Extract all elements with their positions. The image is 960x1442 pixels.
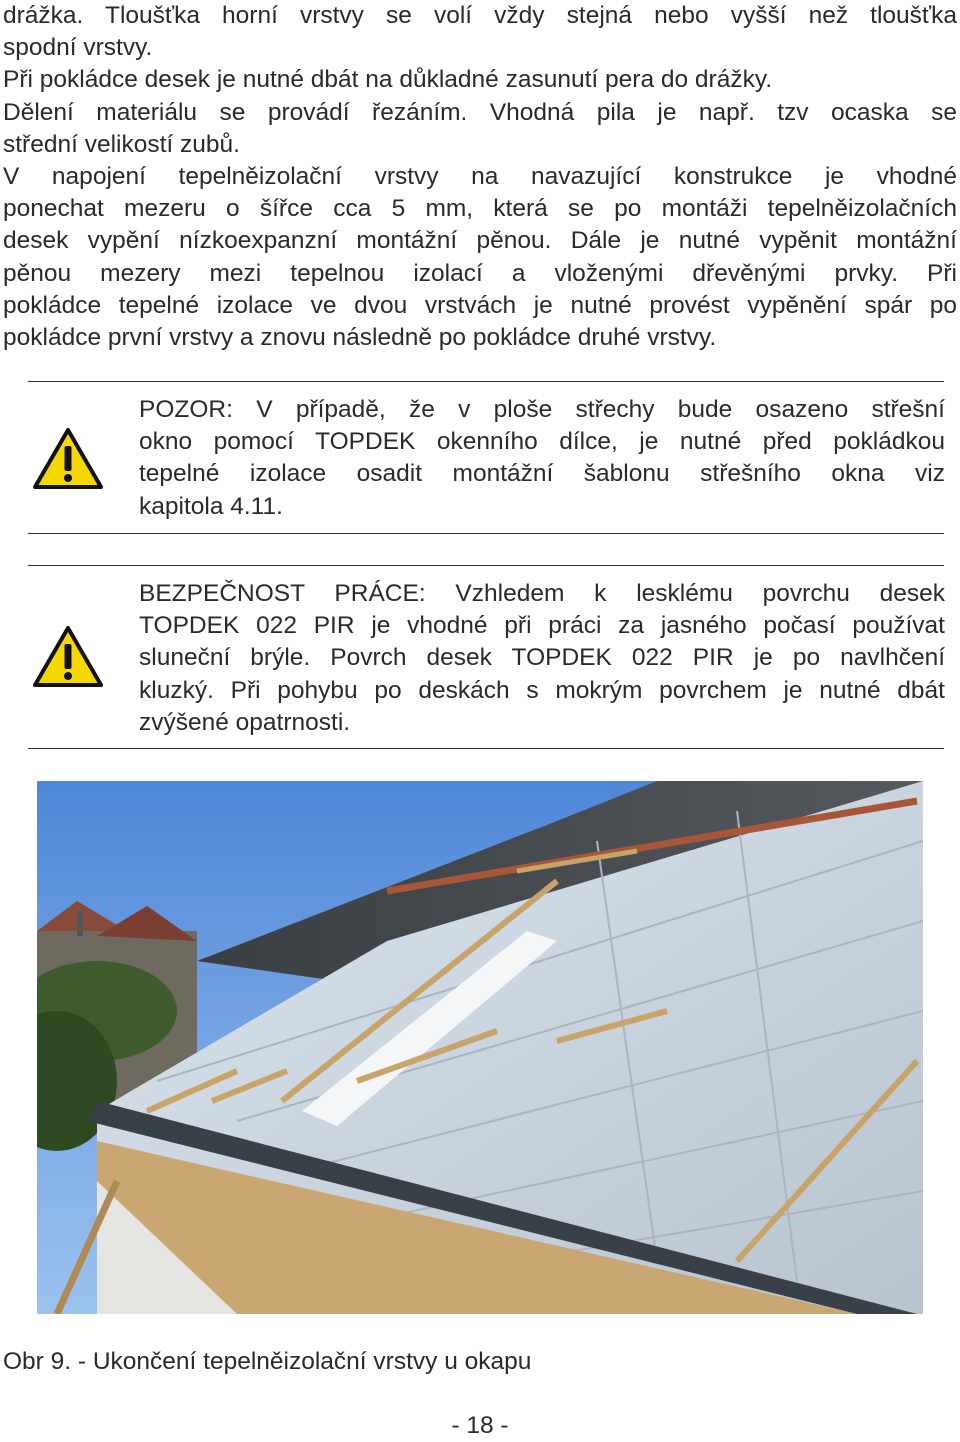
text-line: střední velikostí zubů.: [3, 130, 240, 158]
figure-caption: Obr 9. - Ukončení tepelněizolační vrstvy u okapu: [3, 1348, 532, 1375]
text-line: spodní vrstvy.: [3, 34, 153, 62]
text-line: okno pomocí TOPDEK okenního dílce, je nutné před pokládkou: [139, 428, 945, 456]
text-line: drážka. Tloušťka horní vrstvy se volí vždy stejná nebo vyšší než tloušťka: [3, 2, 957, 29]
text-line: POZOR: V případě, že v ploše střechy bude osazeno střešní: [139, 396, 945, 423]
text-line: kapitola 4.11.: [139, 492, 283, 520]
text-line: Při pokládce desek je nutné dbát na důkladné zasunutí pera do drážky.: [3, 66, 773, 94]
text-line: desek vypění nízkoexpanzní montážní pěnou. Dále je nutné vypěnit montážní: [3, 227, 957, 255]
notice-work-safety: [139, 578, 945, 739]
intro-paragraph: [3, 0, 957, 354]
text-line: kluzký. Při pohybu po deskách s mokrým povrchem je nutné dbát: [139, 676, 945, 704]
divider: [28, 381, 944, 382]
text-line: BEZPEČNOST PRÁCE: Vzhledem k lesklému povrchu desek: [139, 580, 945, 607]
divider: [28, 533, 944, 534]
divider: [28, 748, 944, 749]
page-number: - 18 -: [451, 1412, 509, 1439]
warning-triangle-icon: [32, 427, 104, 491]
text-line: V napojení tepelněizolační vrstvy na navazující konstrukce je vhodné: [3, 163, 957, 191]
text-line: tepelné izolace osadit montážní šablonu střešního okna viz: [139, 460, 945, 488]
notice-caution: [139, 394, 945, 523]
divider: [28, 565, 944, 566]
text-line: zvýšené opatrnosti.: [139, 708, 351, 736]
text-line: TOPDEK 022 PIR je vhodné při práci za jasného počasí používat: [139, 612, 945, 640]
text-line: pokládce první vrstvy a znovu následně po pokládce druhé vrstvy.: [3, 324, 717, 352]
text-line: Dělení materiálu se provádí řezáním. Vhodná pila je např. tzv ocaska se: [3, 98, 957, 126]
warning-triangle-icon: [32, 625, 104, 689]
roof-insulation-photo: [37, 781, 923, 1314]
text-line: pokládce tepelné izolace ve dvou vrstvách je nutné provést vypěnění spár po: [3, 291, 957, 319]
text-line: sluneční brýle. Povrch desek TOPDEK 022 PIR je po navlhčení: [139, 644, 945, 672]
text-line: ponechat mezeru o šířce cca 5 mm, která se po montáži tepelněizolačních: [3, 195, 957, 223]
text-line: pěnou mezery mezi tepelnou izolací a vloženými dřevěnými prvky. Při: [3, 259, 957, 287]
